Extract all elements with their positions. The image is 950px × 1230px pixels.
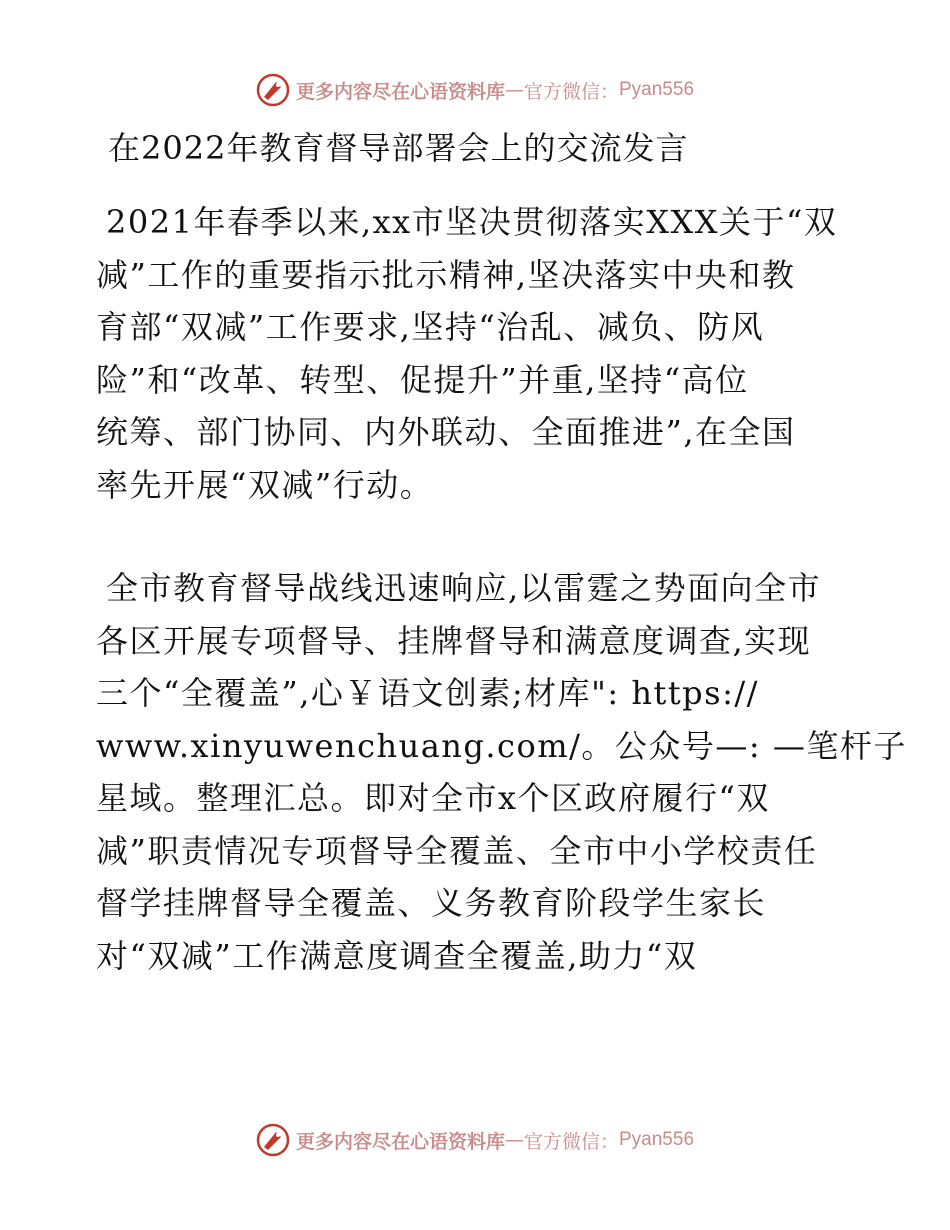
footer-banner bbox=[0, 1120, 950, 1160]
paragraph-line: 减”工作的重要指示批示精神,坚决落实中央和教 bbox=[96, 255, 796, 294]
banner-promo-text: 更多内容尽在心语资料库 bbox=[295, 1130, 505, 1153]
document-title: 在2022年教育督导部署会上的交流发言 bbox=[108, 129, 689, 167]
header-banner bbox=[0, 70, 950, 110]
paragraph-line: 星域。整理汇总。即对全市x个区政府履行“双 bbox=[96, 779, 770, 817]
paragraph-line: 三个“全覆盖”,心￥语文创素;材库": https:// bbox=[96, 674, 759, 712]
paragraph-line: 对“双减”工作满意度调查全覆盖,助力“双 bbox=[96, 936, 698, 975]
banner-wechat-label: 官方微信： bbox=[523, 1130, 619, 1153]
paragraph-line: 各区开展专项督导、挂牌督导和满意度调查,实现 bbox=[96, 621, 812, 660]
paragraph-1 bbox=[96, 196, 876, 511]
paragraph-line: 减”职责情况专项督导全覆盖、全市中小学校责任 bbox=[96, 831, 818, 870]
banner-dash: — bbox=[504, 1129, 524, 1151]
paragraph-line: 险”和“改革、转型、促提升”并重,坚持“高位 bbox=[96, 360, 749, 399]
paragraph-line: 全市教育督导战线迅速响应,以雷霆之势面向全市 bbox=[106, 569, 822, 607]
banner-promo-text: 更多内容尽在心语资料库 bbox=[295, 80, 505, 103]
paragraph-line: 统筹、部门协同、内外联动、全面推进”,在全国 bbox=[96, 413, 796, 451]
paragraph-line: 2021年春季以来,xx市坚决贯彻落实XXX关于“双 bbox=[106, 203, 838, 241]
paragraph-line: 率先开展“双减”行动。 bbox=[96, 465, 434, 504]
banner-wechat-id: Pyan556 bbox=[619, 1129, 695, 1150]
banner-dash: — bbox=[504, 79, 524, 101]
paragraph-line: 督学挂牌督导全覆盖、义务教育阶段学生家长 bbox=[96, 884, 767, 922]
paragraph-line: 育部“双减”工作要求,坚持“治乱、减负、防风 bbox=[96, 308, 765, 346]
pen-logo-icon bbox=[256, 1123, 290, 1157]
paragraph-line: www.xinyuwenchuang.com/。公众号—: —笔杆子 bbox=[96, 726, 907, 765]
pen-logo-icon bbox=[256, 73, 290, 107]
banner-wechat-id: Pyan556 bbox=[619, 79, 695, 100]
paragraph-2 bbox=[96, 562, 907, 982]
banner-wechat-label: 官方微信： bbox=[523, 80, 619, 103]
